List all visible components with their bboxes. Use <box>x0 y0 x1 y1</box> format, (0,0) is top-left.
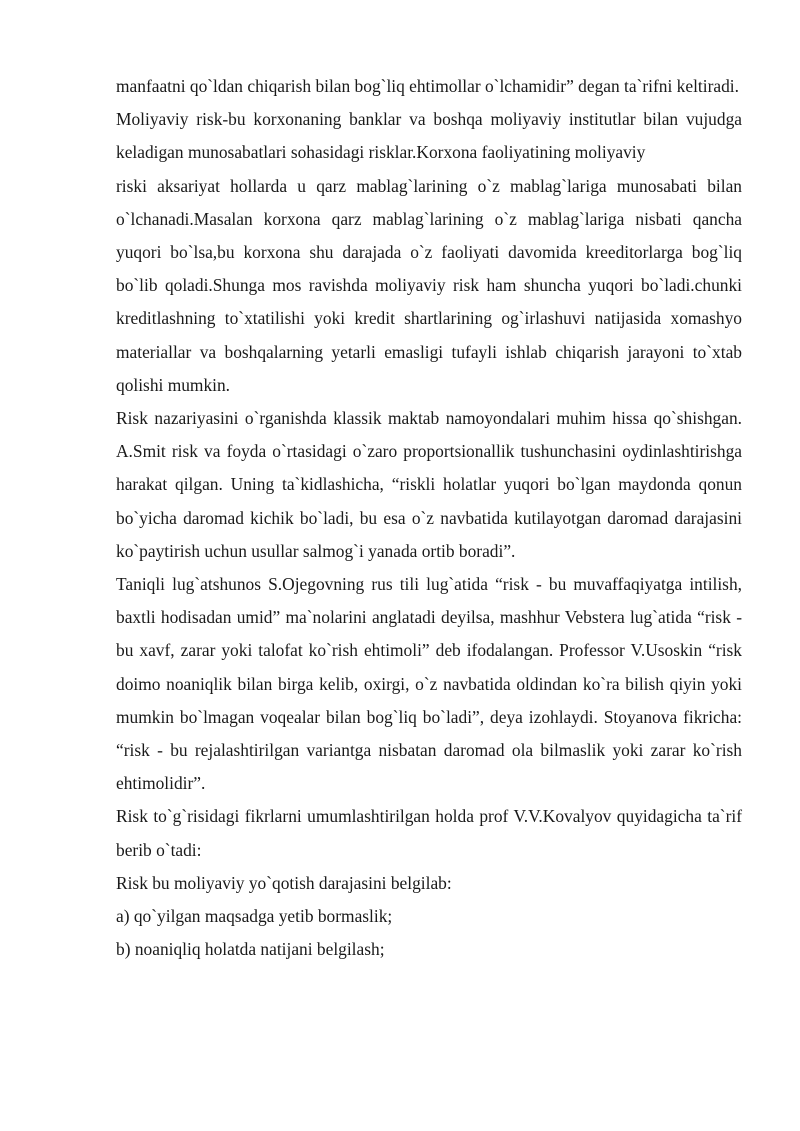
paragraph-3: riski aksariyat hollarda u qarz mablag`larining o`z mablag`lariga munosabati bilan o`lchanadi.Masalan korxona qarz mablag`larining o`z mablag`lariga nisbati qancha yuqori bo`lsa,bu korxona shu darajada o`z faoliyati davomida kreeditorlarga bog`liq bo`lib qoladi.Shunga mos ravishda moliyaviy risk ham shuncha yuqori bo`ladi.chunki kreditlashning to`xtatilishi yoki kredit shartlarining og`irlashuvi natijasida xomashyo materiallar va boshqalarning yetarli emasligi tufayli ishlab chiqarish jarayoni to`xtab qolishi mumkin. <box>116 175 742 395</box>
paragraph-2: Moliyaviy risk-bu korxonaning banklar va boshqa moliyaviy institutlar bilan vujudga keladigan munosabatlari sohasidagi risklar.Korxona faoliyatining moliyaviy <box>116 109 742 163</box>
paragraph-1: manfaatni qo`ldan chiqarish bilan bog`liq ehtimollar o`lchamidir” degan ta`rifni keltiradi. <box>116 76 739 96</box>
list-item-a: a) qo`yilgan maqsadga yetib bormaslik; <box>116 906 393 927</box>
paragraph-4: Risk nazariyasini o`rganishda klassik maktab namoyondalari muhim hissa qo`shishgan. A.Smit risk va foyda o`rtasidagi o`zaro proportsionallik tushunchasini oydinlashtirishga harakat qilgan. Uning ta`kidlashicha, “riskli holatlar yuqori bo`lgan maydonda qonun bo`yicha daromad kichik bo`ladi, bu esa o`z navbatida kutilayotgan daromad darajasini ko`paytirish uchun usullar salmog`i yanada ortib boradi”. <box>116 408 742 561</box>
list-item-b: b) noaniqliq holatda natijani belgilash; <box>116 939 385 960</box>
paragraph-6: Risk to`g`risidagi fikrlarni umumlashtirilgan holda prof V.V.Kovalyov quyidagicha ta`rif berib o`tadi: <box>116 806 742 860</box>
paragraph-5: Taniqli lug`atshunos S.Ojegovning rus tili lug`atida “risk - bu muvaffaqiyatga intilish, baxtli hodisadan umid” ma`nolarini anglatadi deyilsa, mashhur Vebstera lug`atida “risk - bu xavf, zarar yoki talofat ko`rish ehtimoli” deb ifodalangan. Professor V.Usoskin “risk doimo noaniqlik bilan birga kelib, oxirgi, o`z navbatida oldindan ko`ra bilish qiyin yoki mumkin bo`lmagan voqealar bilan bog`liq bo`ladi”, deya izohlaydi. Stoyanova fikricha: “risk - bu rejalashtirilgan variantga nisbatan daromad ola bilmaslik yoki zarar ko`rish ehtimolidir”. <box>116 574 742 794</box>
document-page <box>116 70 742 966</box>
paragraph-7: Risk bu moliyaviy yo`qotish darajasini belgilab: <box>116 872 452 893</box>
